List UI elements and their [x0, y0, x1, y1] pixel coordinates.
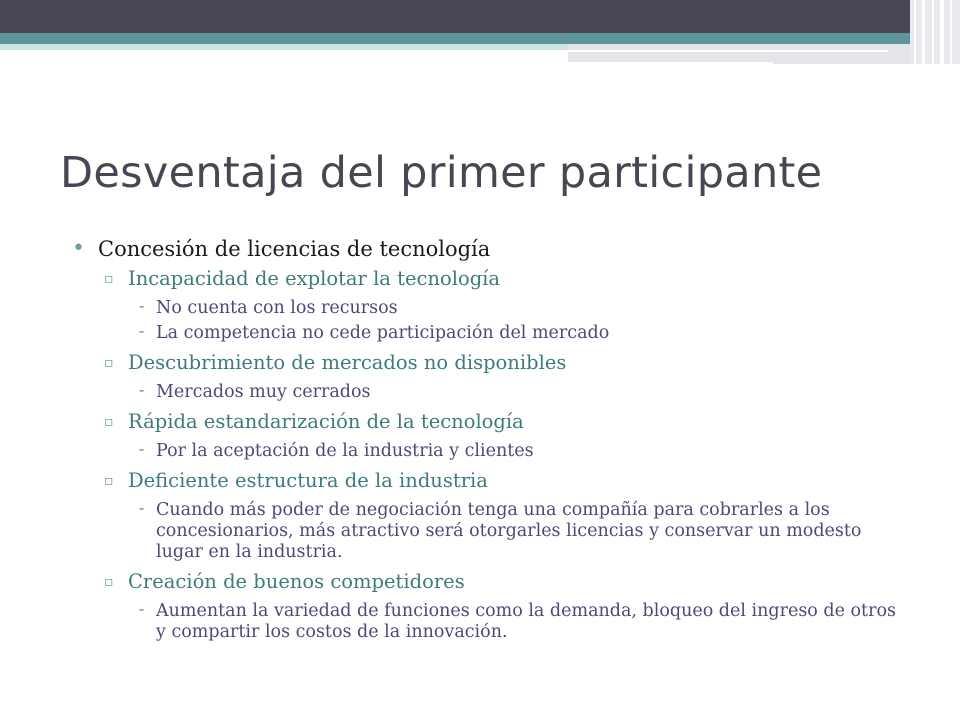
bullet-text: Mercados muy cerrados — [156, 382, 371, 402]
bullet-level2 — [72, 567, 902, 597]
bullet-level3 — [72, 298, 902, 319]
header-accent-line — [568, 50, 888, 52]
bullet-level3 — [72, 382, 902, 403]
bullet-level1 — [72, 234, 902, 264]
dot-bullet-icon: ⁃ — [138, 384, 145, 400]
bullet-level2 — [72, 407, 902, 437]
bullet-level2 — [72, 264, 902, 294]
bullet-text: Deficiente estructura de la industria — [128, 469, 488, 492]
bullet-text: La competencia no cede participación del mercado — [156, 323, 610, 343]
square-bullet-icon: ▫ — [104, 473, 114, 489]
square-bullet-icon: ▫ — [104, 355, 114, 371]
header-right-stripes — [910, 0, 960, 64]
bullet-text: Concesión de licencias de tecnología — [98, 237, 491, 261]
bullet-text: Descubrimiento de mercados no disponibles — [128, 351, 567, 374]
dot-bullet-icon: ⁃ — [138, 325, 145, 341]
square-bullet-icon: ▫ — [104, 414, 114, 430]
bullet-level3 — [72, 441, 902, 462]
dot-bullet-icon: ⁃ — [138, 300, 145, 316]
round-bullet-icon: • — [72, 236, 85, 261]
dot-bullet-icon: ⁃ — [138, 443, 145, 459]
dot-bullet-icon: ⁃ — [138, 502, 145, 518]
bullet-level3 — [72, 323, 902, 344]
bullet-text: No cuenta con los recursos — [156, 298, 398, 318]
bullet-text: Rápida estandarización de la tecnología — [128, 410, 524, 433]
header-teal-bar — [0, 33, 910, 44]
dot-bullet-icon: ⁃ — [138, 603, 145, 619]
slide-body — [72, 234, 902, 647]
header-gray-block — [568, 44, 910, 64]
bullet-text: Cuando más poder de negociación tenga una compañía para cobrarles a los concesionarios, más atractivo será otorgarles licencias y conservar un modesto lugar en la industria. — [156, 500, 862, 562]
header-light-band — [0, 44, 568, 50]
bullet-text: Aumentan la variedad de funciones como la demanda, bloqueo del ingreso de otros y compartir los costos de la innovación. — [156, 601, 896, 642]
slide-title: Desventaja del primer participante — [60, 148, 823, 198]
square-bullet-icon: ▫ — [104, 271, 114, 287]
header-dark-bar — [0, 0, 960, 33]
bullet-level2 — [72, 466, 902, 496]
header-accent-line-short — [568, 62, 773, 64]
bullet-text: Creación de buenos competidores — [128, 570, 465, 593]
square-bullet-icon: ▫ — [104, 574, 114, 590]
bullet-level3 — [72, 500, 902, 563]
bullet-level2 — [72, 348, 902, 378]
bullet-text: Por la aceptación de la industria y clientes — [156, 441, 534, 461]
bullet-text: Incapacidad de explotar la tecnología — [128, 267, 501, 290]
bullet-level3 — [72, 601, 902, 643]
